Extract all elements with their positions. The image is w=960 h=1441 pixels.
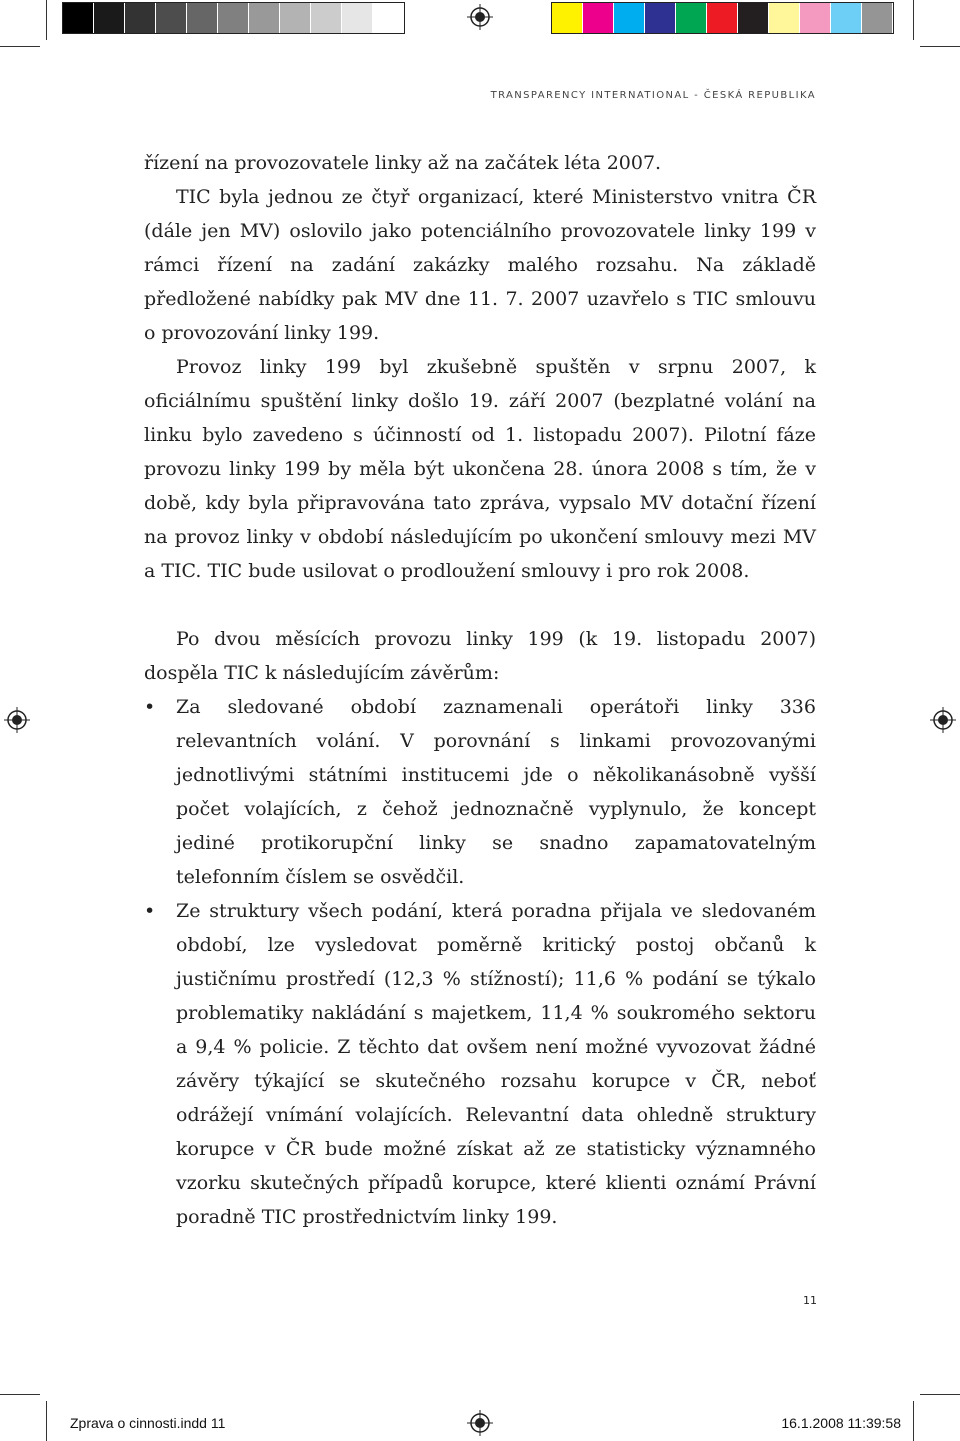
color-swatch: [187, 3, 217, 33]
list-item: [144, 894, 816, 1234]
crop-mark: [913, 1401, 914, 1441]
paragraph: Po dvou měsících provozu linky 199 (k 19. listopadu 2007) dospěla TIC k následujícím závěrům:: [144, 628, 816, 684]
list-item-text: Ze struktury všech podání, která poradna přijala ve sledovaném období, lze vysledovat poměrně kritický postoj občanů k justičnímu prostředí (12,3 % stížností); 11,6 % podání se týkalo problematiky nakládání s majetkem, 11,4 % soukromého sektoru a 9,4 % policie. Z těchto dat ovšem není možné vyvozovat žádné závěry týkající se skutečného rozsahu korupce v ČR, neboť odrážejí vnímání volajících. Relevantní data ohledně struktury korupce v ČR bude možné získat až ze statisticky významného vzorku skutečných případů korupce, které klienti oznámí Právní poradně TIC prostřednictvím linky 199.: [176, 900, 816, 1228]
color-swatch: [738, 3, 768, 33]
color-swatch: [769, 3, 799, 33]
color-swatch: [583, 3, 613, 33]
crop-mark: [46, 1401, 47, 1441]
color-swatch: [342, 3, 372, 33]
slug-date: 16.1.2008 11:39:58: [781, 1415, 901, 1431]
paragraph: Provoz linky 199 byl zkušebně spuštěn v srpnu 2007, k oficiálnímu spuštění linky došlo 19. září 2007 (bezplatné volání na linku bylo zavedeno s účinností od 1. listopadu 2007). Pilotní fáze provozu linky 199 by měla být ukončena 28. února 2008 s tím, že v době, kdy byla připravována tato zpráva, vypsalo MV dotační řízení na provoz linky v období následujícím po ukončení smlouvy mezi MV a TIC. TIC bude usilovat o prodloužení smlouvy i pro rok 2008.: [144, 356, 816, 582]
grayscale-color-bar: [62, 2, 405, 34]
bullet-icon: •: [144, 900, 156, 922]
paragraph: řízení na provozovatele linky až na začátek léta 2007.: [144, 152, 662, 174]
color-swatch: [125, 3, 155, 33]
conclusions-list: [144, 690, 816, 1234]
color-swatch: [614, 3, 644, 33]
registration-mark-icon: [930, 707, 956, 733]
crop-mark: [920, 1394, 960, 1395]
slug-file: Zprava o cinnosti.indd 11: [70, 1415, 226, 1431]
list-item-text: Za sledované období zaznamenali operátoři linky 336 relevantních volání. V porovnání s linkami provozovanými jednotlivými státními institucemi jde o několikanásobně vyšší počet volajících, z čehož jednoznačně vyplynulo, že koncept jediné protikorupční linky se snadno zapamatovatelným telefonním číslem se osvědčil.: [176, 696, 816, 888]
color-swatch: [373, 3, 403, 33]
color-swatch: [156, 3, 186, 33]
color-swatch: [862, 3, 892, 33]
color-swatch: [280, 3, 310, 33]
color-swatch: [707, 3, 737, 33]
body-text: [144, 146, 816, 1234]
crop-mark: [0, 1394, 40, 1395]
crop-mark: [46, 0, 47, 40]
color-swatch: [831, 3, 861, 33]
color-swatch: [218, 3, 248, 33]
running-header: TRANSPARENCY INTERNATIONAL - ČESKÁ REPUBLIKA: [490, 90, 816, 101]
crop-mark: [920, 46, 960, 47]
page-number: 11: [803, 1294, 817, 1307]
color-swatch: [94, 3, 124, 33]
process-color-bar: [551, 2, 894, 34]
registration-mark-icon: [467, 4, 493, 30]
color-swatch: [645, 3, 675, 33]
color-swatch: [249, 3, 279, 33]
color-swatch: [311, 3, 341, 33]
crop-mark: [913, 0, 914, 40]
color-swatch: [676, 3, 706, 33]
list-item: [144, 690, 816, 894]
color-swatch: [552, 3, 582, 33]
paragraph: TIC byla jednou ze čtyř organizací, které Ministerstvo vnitra ČR (dále jen MV) oslovilo jako potenciálního provozovatele linky 199 v rámci řízení na zadání zakázky malého rozsahu. Na základě předložené nabídky pak MV dne 11. 7. 2007 uzavřelo s TIC smlouvu o provozování linky 199.: [144, 186, 816, 344]
registration-mark-icon: [467, 1410, 493, 1436]
registration-mark-icon: [4, 707, 30, 733]
bullet-icon: •: [144, 696, 156, 718]
crop-mark: [0, 46, 40, 47]
color-swatch: [800, 3, 830, 33]
color-swatch: [63, 3, 93, 33]
